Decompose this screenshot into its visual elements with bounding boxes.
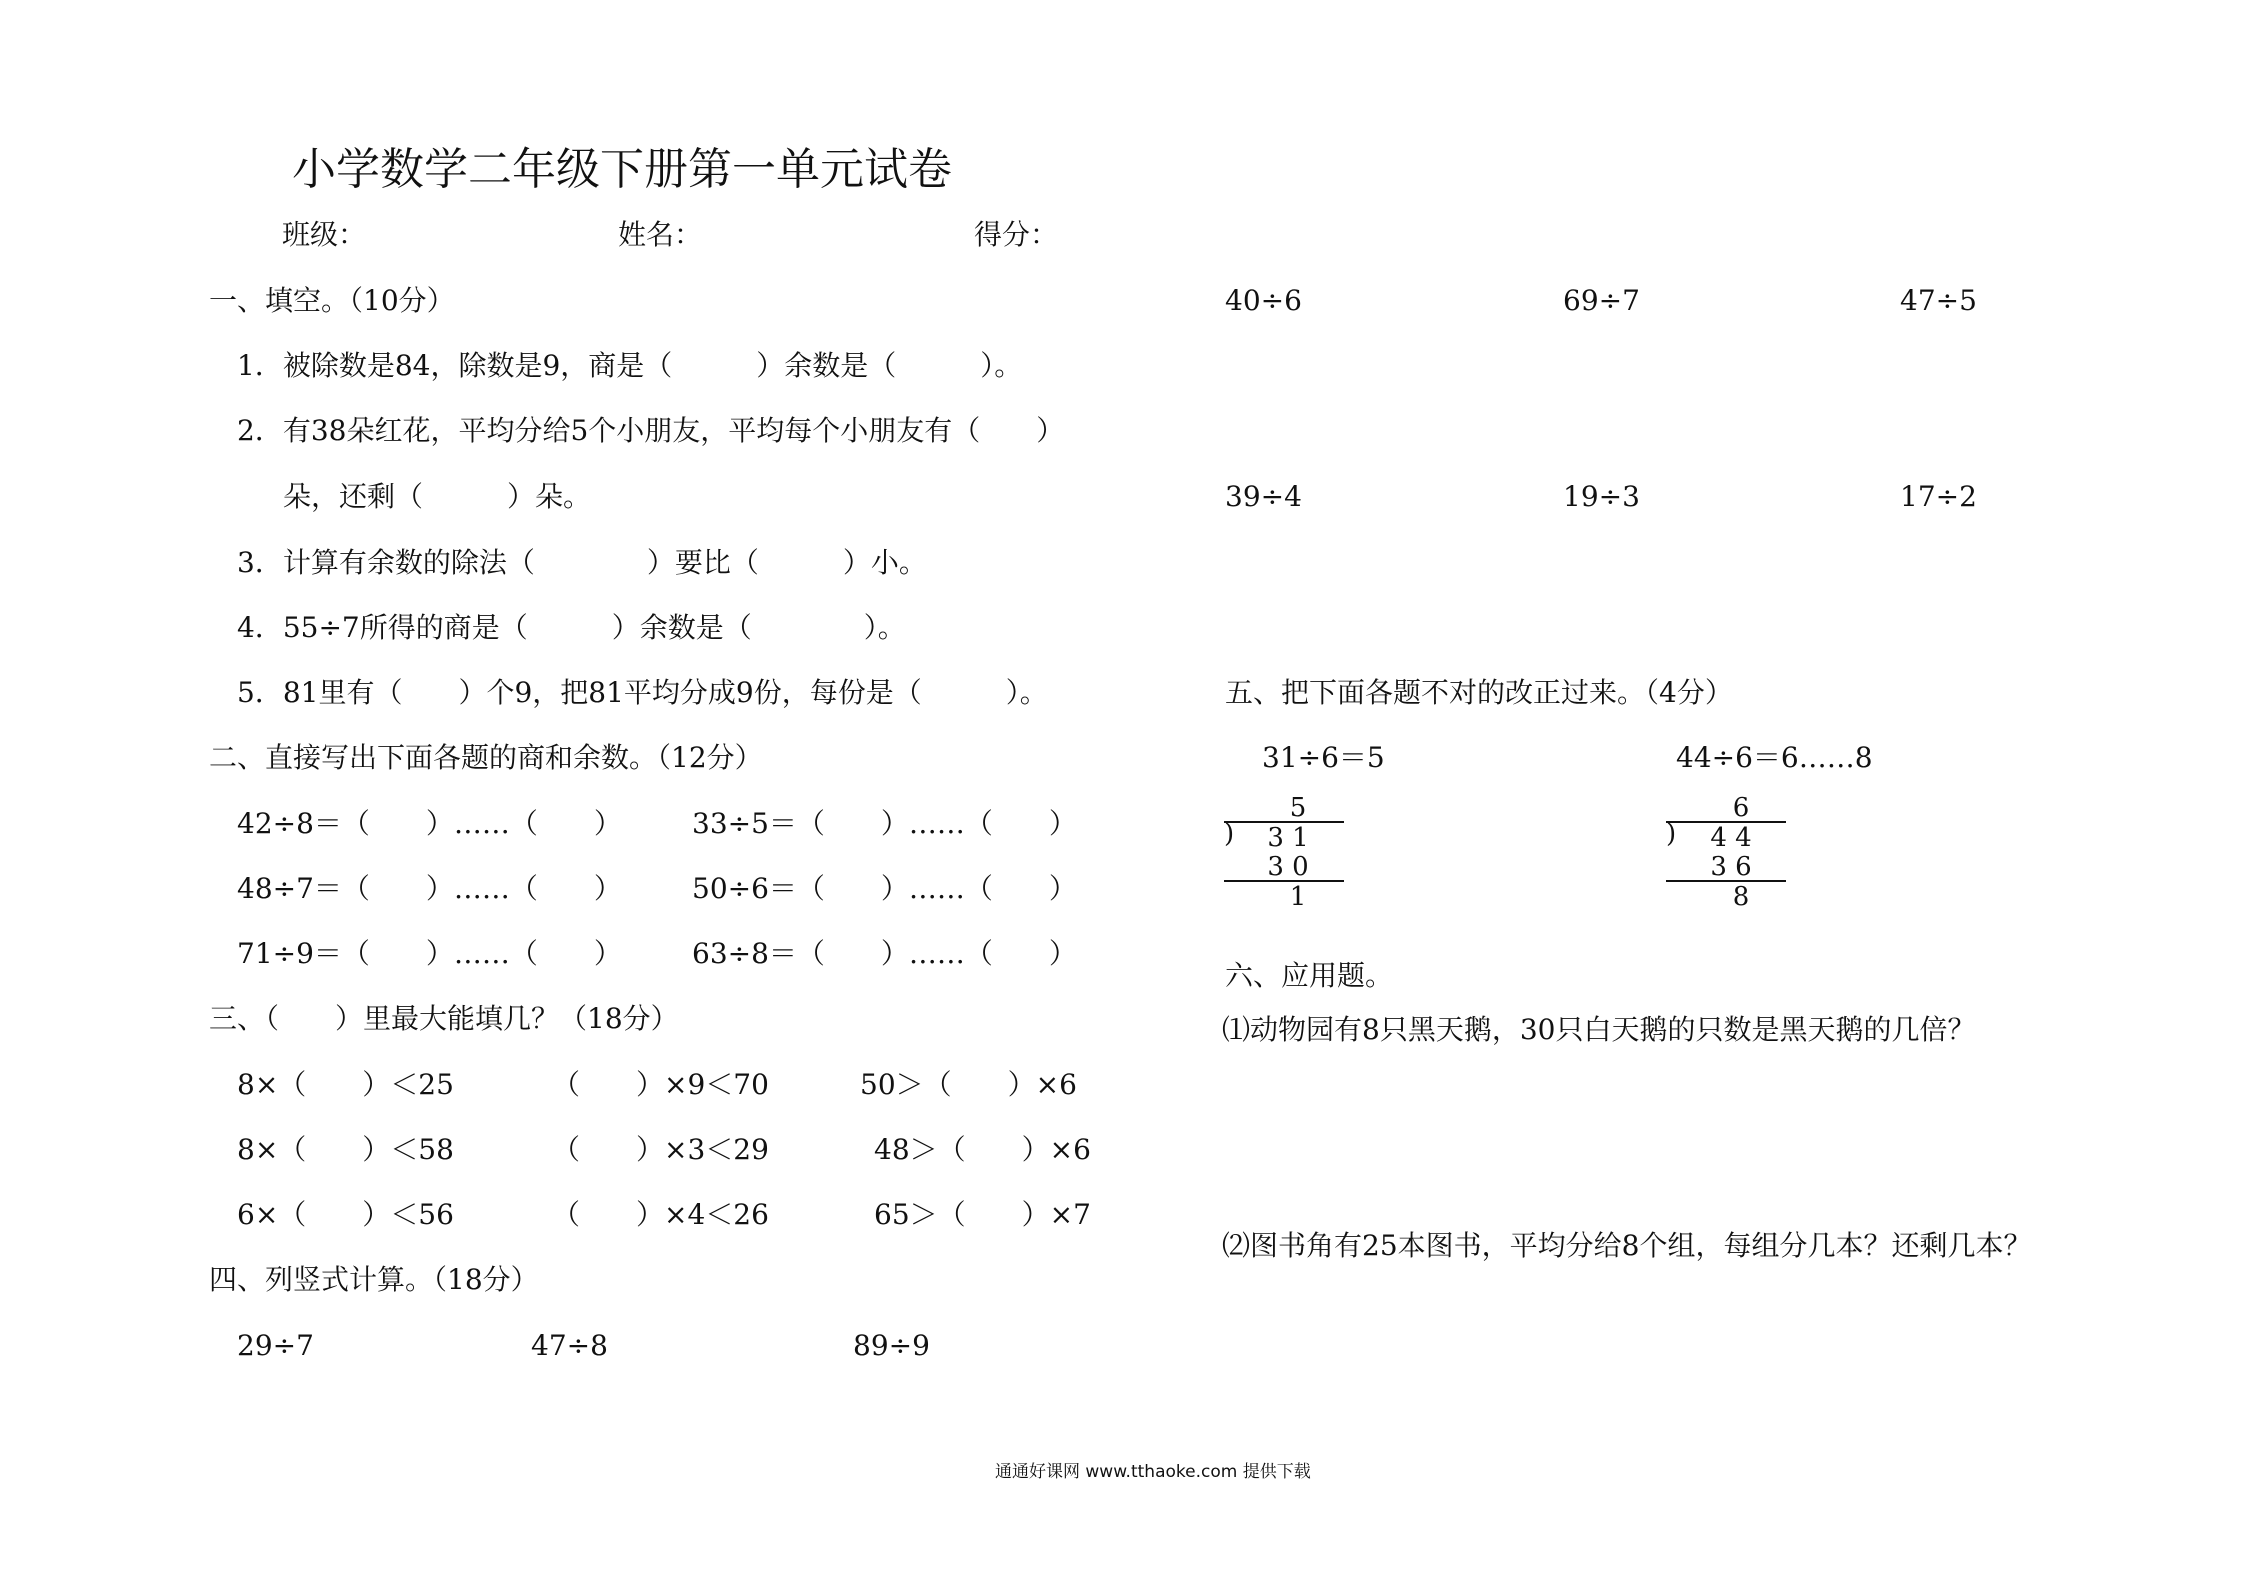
section5-heading: 五、把下面各题不对的改正过来。（4分）: [1225, 676, 1733, 709]
section2-heading: 二、直接写出下面各题的商和余数。（12分）: [209, 741, 763, 774]
class-label: 班级：: [282, 218, 367, 251]
dividend: 3 1: [1267, 823, 1309, 853]
section1-heading: 一、填空。（10分）: [209, 284, 455, 317]
section4-item: 69÷7: [1563, 284, 1640, 317]
section1-question-2b: 朵，还剩（ ）朵。: [283, 480, 592, 513]
name-label: 姓名：: [618, 218, 703, 251]
section5-left-equation: 31÷6＝5: [1262, 741, 1385, 774]
section1-question-2a: 2．有38朵红花，平均分给5个小朋友，平均每个小朋友有（ ）: [237, 414, 1065, 447]
section2-item: 63÷8＝（ ）……（ ）: [692, 937, 1077, 970]
section3-item: 8×（ ）＜58: [237, 1133, 454, 1166]
section3-item: 8×（ ）＜25: [237, 1068, 454, 1101]
section6-question-1: ⑴动物园有8只黑天鹅，30只白天鹅的只数是黑天鹅的几倍？: [1222, 1013, 1976, 1046]
section1-question-3: 3．计算有余数的除法（ ）要比（ ）小。: [237, 546, 927, 579]
section3-item: （ ）×9＜70: [552, 1068, 769, 1101]
division-bracket: ): [1666, 819, 1677, 849]
quotient: 6: [1732, 793, 1750, 823]
section1-question-4: 4．55÷7所得的商是（ ）余数是（ ）。: [237, 611, 906, 644]
section4-item: 89÷9: [853, 1329, 930, 1362]
section2-item: 48÷7＝（ ）……（ ）: [237, 872, 622, 905]
section3-item: 48＞（ ）×6: [874, 1133, 1091, 1166]
section4-item: 39÷4: [1225, 480, 1302, 513]
section3-item: 65＞（ ）×7: [874, 1198, 1091, 1231]
remainder: 1: [1289, 882, 1307, 912]
section4-item: 47÷8: [531, 1329, 608, 1362]
section2-item: 42÷8＝（ ）……（ ）: [237, 807, 622, 840]
section4-item: 40÷6: [1225, 284, 1302, 317]
section1-question-1: 1．被除数是84，除数是9，商是（ ）余数是（ ）。: [237, 349, 1023, 382]
section4-item: 47÷5: [1900, 284, 1977, 317]
section5-right-equation: 44÷6＝6……8: [1676, 741, 1873, 774]
section3-item: （ ）×3＜29: [552, 1133, 769, 1166]
quotient: 5: [1289, 793, 1307, 823]
section3-item: 6×（ ）＜56: [237, 1198, 454, 1231]
section2-item: 71÷9＝（ ）……（ ）: [237, 937, 622, 970]
remainder: 8: [1732, 882, 1750, 912]
section3-item: （ ）×4＜26: [552, 1198, 769, 1231]
product: 3 6: [1710, 852, 1752, 882]
dividend: 4 4: [1710, 823, 1752, 853]
section4-heading: 四、列竖式计算。（18分）: [209, 1263, 539, 1296]
division-bracket: ): [1224, 819, 1235, 849]
page-title: 小学数学二年级下册第一单元试卷: [292, 144, 952, 195]
section3-heading: 三、（ ）里最大能填几？（18分）: [209, 1002, 679, 1035]
section6-heading: 六、应用题。: [1225, 959, 1394, 992]
product: 3 0: [1267, 852, 1309, 882]
section1-question-5: 5．81里有（ ）个9，把81平均分成9份，每份是（ ）。: [237, 676, 1048, 709]
section4-item: 19÷3: [1563, 480, 1640, 513]
footer-text: 通通好课网 www.tthaoke.com 提供下载: [995, 1462, 1311, 1482]
section6-question-2: ⑵图书角有25本图书，平均分给8个组，每组分几本？还剩几本？: [1222, 1229, 2032, 1262]
section2-item: 50÷6＝（ ）……（ ）: [692, 872, 1077, 905]
section4-item: 17÷2: [1900, 480, 1977, 513]
section3-item: 50＞（ ）×6: [860, 1068, 1077, 1101]
score-label: 得分：: [974, 218, 1059, 251]
section2-item: 33÷5＝（ ）……（ ）: [692, 807, 1077, 840]
section4-item: 29÷7: [237, 1329, 314, 1362]
